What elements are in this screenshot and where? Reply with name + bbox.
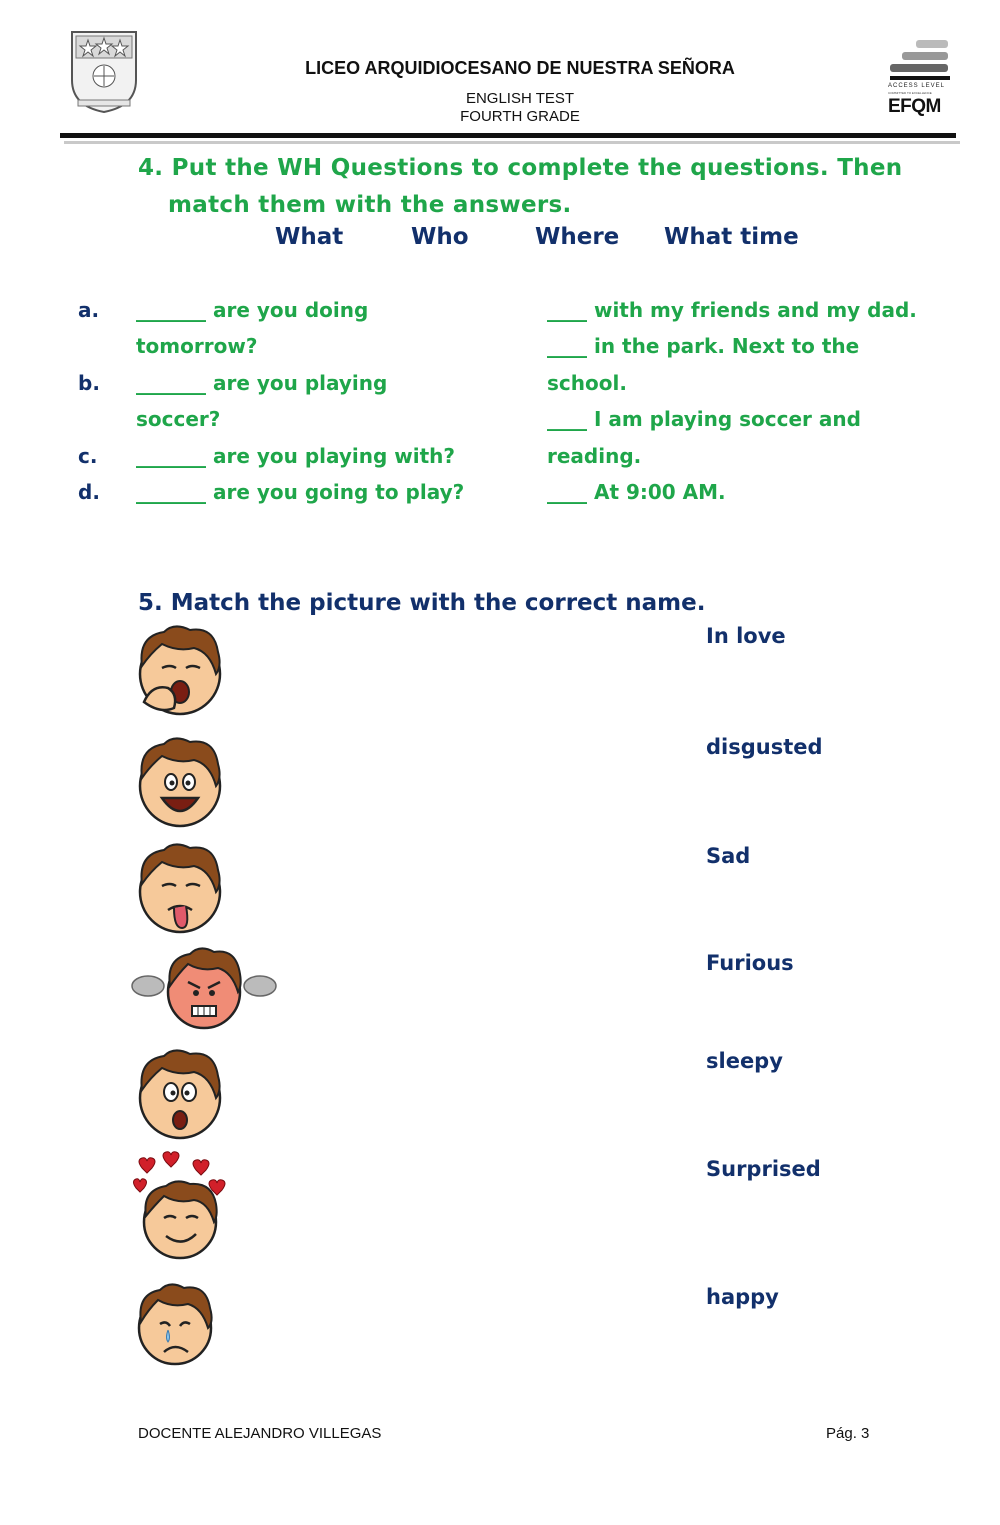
emotion-name: Furious	[706, 951, 794, 975]
question-letter: a.	[78, 298, 100, 322]
question-letter: c.	[78, 444, 98, 468]
exercise-4-title-line1: 4. Put the WH Questions to complete the questions. Then	[138, 155, 903, 181]
bar-icon	[890, 64, 948, 72]
emotion-name: happy	[706, 1285, 779, 1309]
emotion-name: Surprised	[706, 1157, 821, 1181]
header-rule	[60, 133, 956, 138]
yawning-face-icon	[134, 622, 226, 718]
question-d-line1: _______ are you going to play?	[136, 480, 465, 504]
exercise-4-title-line2: match them with the answers.	[168, 192, 572, 218]
word-bank-what: What	[275, 224, 344, 250]
footer-page-number: Pág. 3	[826, 1425, 870, 1442]
emotion-name: In love	[706, 624, 786, 648]
answer-line: ____ in the park. Next to the	[547, 334, 860, 358]
question-b-line1: _______ are you playing	[136, 371, 388, 395]
header-rule-shadow	[64, 141, 960, 144]
exercise-4-title	[138, 150, 902, 224]
word-bank-where: Where	[535, 224, 620, 250]
efqm-badge	[884, 38, 954, 124]
divider	[890, 76, 950, 80]
word-bank-what-time: What time	[664, 224, 799, 250]
grade-label: FOURTH GRADE	[460, 108, 580, 125]
question-letter: b.	[78, 371, 100, 395]
answer-line: ____ with my friends and my dad.	[547, 298, 917, 322]
disgusted-face-icon	[134, 842, 226, 938]
furious-face-icon	[130, 946, 278, 1034]
emotion-name: disgusted	[706, 735, 823, 759]
answer-line: reading.	[547, 444, 642, 468]
access-level-text: ACCESS LEVEL	[888, 83, 946, 89]
test-name: ENGLISH TEST	[465, 90, 575, 107]
word-bank-who: Who	[411, 224, 469, 250]
emotion-name: Sad	[706, 844, 751, 868]
laughing-face-icon	[134, 734, 226, 830]
committed-text: COMMITTED TO EXCELLENCE	[888, 91, 932, 95]
surprised-face-icon	[134, 1046, 226, 1142]
footer-teacher: DOCENTE ALEJANDRO VILLEGAS	[138, 1425, 382, 1442]
in-love-face-icon	[132, 1150, 228, 1266]
question-a-line1: _______ are you doing	[136, 298, 369, 322]
school-name: LICEO ARQUIDIOCESANO DE NUESTRA SEÑORA	[305, 58, 735, 78]
answer-line: ____ I am playing soccer and	[547, 407, 861, 431]
emotion-name: sleepy	[706, 1049, 783, 1073]
efqm-logo-text: EFQM	[888, 96, 941, 117]
answer-line: school.	[547, 371, 627, 395]
question-letter: d.	[78, 480, 100, 504]
school-crest-icon	[68, 28, 140, 114]
question-c-line1: _______ are you playing with?	[136, 444, 456, 468]
answer-line: ____ At 9:00 AM.	[547, 480, 726, 504]
bar-icon	[916, 40, 948, 48]
exercise-5-title: 5. Match the picture with the correct name.	[138, 590, 706, 616]
question-b-line2: soccer?	[136, 407, 221, 431]
bar-icon	[902, 52, 948, 60]
question-a-line2: tomorrow?	[136, 334, 258, 358]
crying-face-icon	[132, 1282, 218, 1368]
